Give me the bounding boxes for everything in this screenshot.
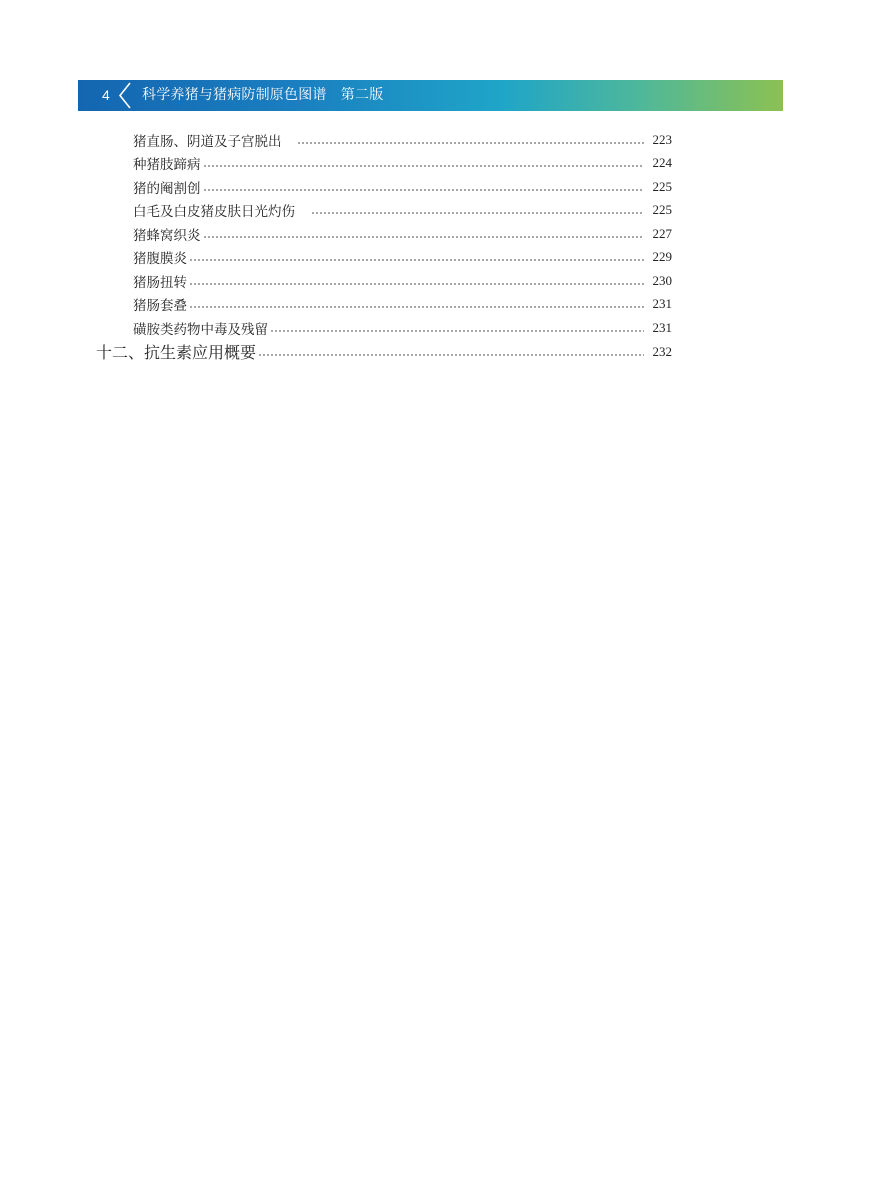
dot-leader (203, 236, 645, 238)
toc-entry-page: 225 (652, 178, 672, 194)
toc-entry[interactable] (133, 128, 672, 151)
toc-entry-page: 225 (652, 202, 672, 217)
toc-entry-page: 230 (652, 272, 672, 288)
toc-entry-title: 猪肠扭转 (133, 274, 187, 291)
toc-entry-title: 白毛及白皮猪皮肤日光灼伤 (133, 204, 309, 220)
toc-entry[interactable] (133, 199, 672, 222)
toc-entry-page: 229 (652, 249, 672, 264)
toc-section-page: 232 (652, 343, 672, 359)
dot-leader (189, 283, 644, 285)
dot-leader (189, 259, 644, 261)
book-title: 科学养猪与猪病防制原色图谱 第二版 (142, 87, 384, 103)
toc-entry-title: 猪腹膜炎 (133, 251, 187, 267)
toc-entry[interactable] (133, 152, 672, 175)
toc-entry[interactable] (133, 246, 672, 269)
toc-entry-page: 231 (652, 296, 672, 311)
chevron-left-icon (116, 81, 136, 110)
toc-entry[interactable] (133, 316, 672, 339)
toc-entry-title: 猪直肠、阴道及子宫脱出 (133, 133, 295, 150)
toc-entry-title: 种猪肢蹄病 (133, 157, 201, 173)
toc-entry-page: 231 (652, 319, 672, 335)
toc-entry[interactable] (133, 175, 672, 198)
dot-leader (189, 306, 644, 308)
toc-entry-page: 223 (652, 131, 672, 147)
dot-leader (270, 330, 644, 332)
toc-entry-title: 猪蜂窝织炎 (133, 227, 201, 244)
dot-leader (297, 142, 644, 144)
dot-leader (203, 165, 645, 167)
toc-entry-page: 227 (652, 225, 672, 241)
toc-section-title: 十二、抗生素应用概要 (96, 343, 257, 362)
running-header (78, 80, 783, 111)
toc-entry[interactable] (133, 269, 672, 292)
toc-entry-title: 猪肠套叠 (133, 298, 187, 314)
dot-leader (258, 354, 644, 356)
dot-leader (203, 189, 645, 191)
toc-entry-page: 224 (652, 155, 672, 170)
toc-entry-title: 猪的阉割创 (133, 180, 201, 197)
toc-section[interactable] (96, 340, 672, 363)
page-number: 4 (102, 87, 110, 103)
toc-entry[interactable] (133, 293, 672, 316)
toc-entry-title: 磺胺类药物中毒及残留 (133, 321, 268, 338)
toc-entry[interactable] (133, 222, 672, 245)
dot-leader (311, 212, 645, 214)
